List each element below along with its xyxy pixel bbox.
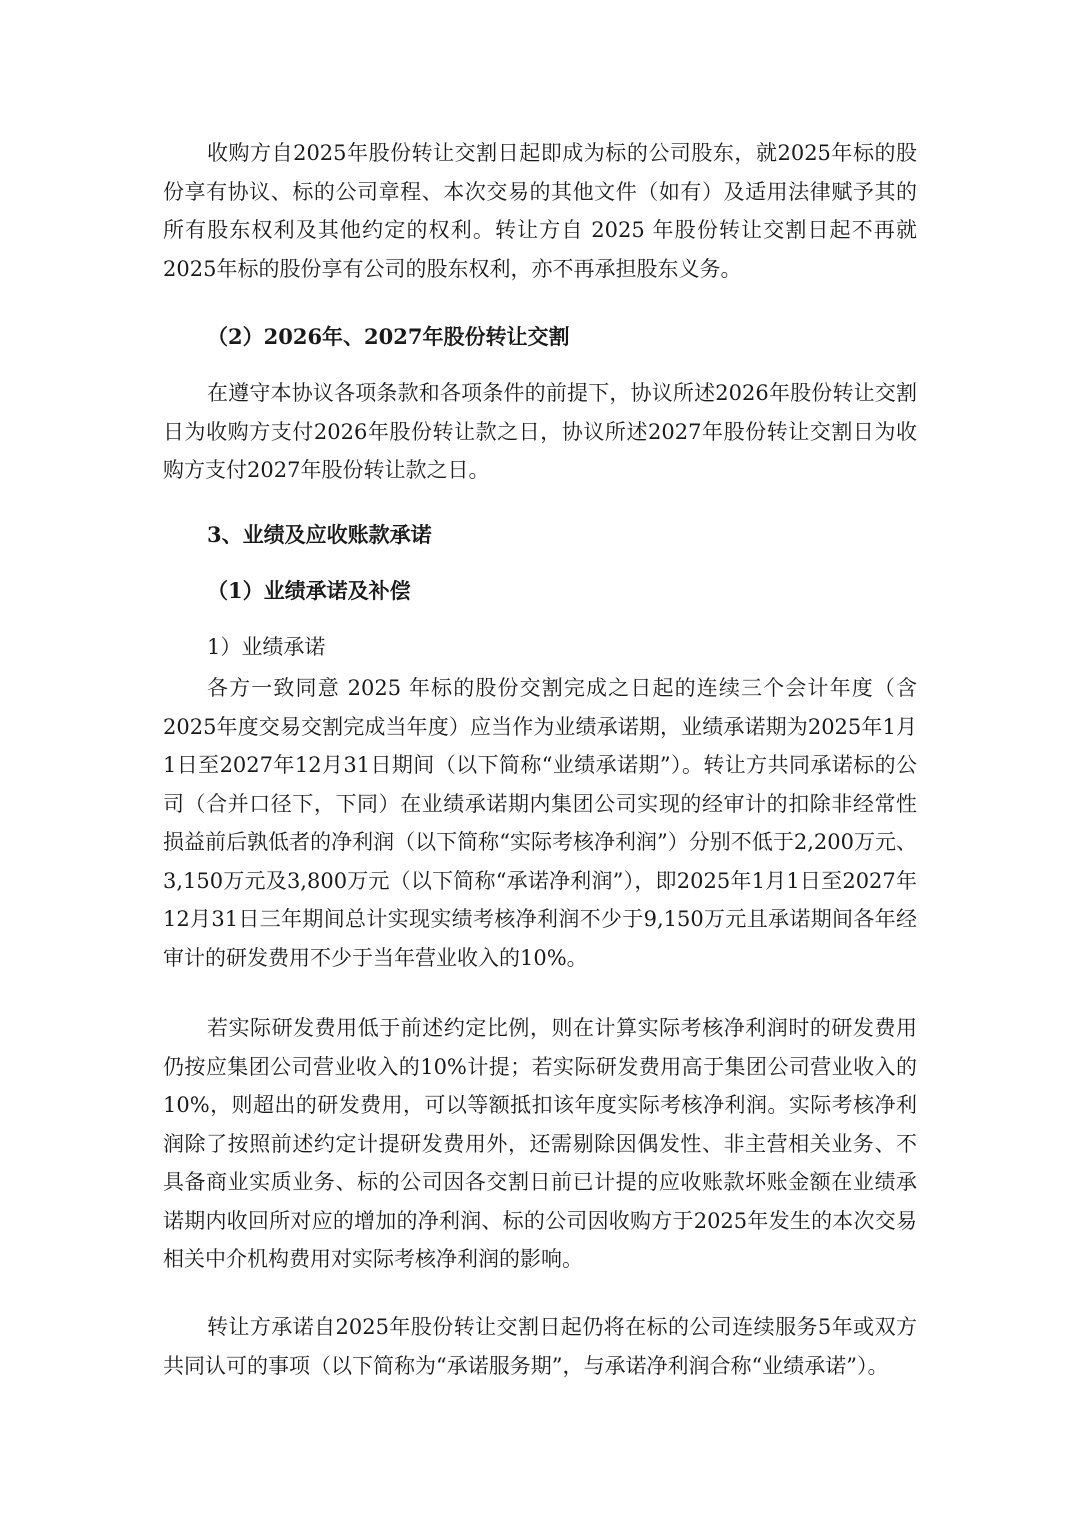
paragraph-4: 若实际研发费用低于前述约定比例，则在计算实际考核净利润时的研发费用仍按应集团公司营业收入的10%计提；若实际研发费用高于集团公司营业收入的10%，则超出的研发费用，可以等额抵扣该年度实际考核净利润。实际考核净利润除了按照前述约定计提研发费用外，还需剔除因偶发性、非主营相关业务、不具备商业实质业务、标的公司因各交割日前已计提的应收账款坏账金额在业绩承诺期内收回所对应的增加的净利润、标的公司因收购方于2025年发生的本次交易相关中介机构费用对实际考核净利润的影响。 — [163, 1016, 917, 1271]
section-heading-3: 3、业绩及应收账款承诺 — [207, 522, 432, 547]
paragraph-1: 收购方自2025年股份转让交割日起即成为标的公司股东，就2025年标的股份享有协议、标的公司章程、本次交易的其他文件（如有）及适用法律赋予其的所有股东权利及其他约定的权利。转让方自 2025 年股份转让交割日起不再就2025年标的股份享有公司的股东权利，亦不再承担股东义务。 — [163, 141, 917, 281]
section-heading-2026-2027: （2）2026年、2027年股份转让交割 — [207, 324, 570, 349]
paragraph-3: 各方一致同意 2025 年标的股份交割完成之日起的连续三个会计年度（含2025年度交易交割完成当年度）应当作为业绩承诺期，业绩承诺期为2025年1月1日至2027年12月31日期间（以下简称“业绩承诺期”）。转让方共同承诺标的公司（合并口径下，下同）在业绩承诺期内集团公司实现的经审计的扣除非经常性损益前后孰低者的净利润（以下简称“实际考核净利润”）分别不低于2,200万元、3,150万元及3,800万元（以下简称“承诺净利润”），即2025年1月1日至2027年12月31日三年期间总计实现实绩考核净利润不少于9,150万元且承诺期间各年经审计的研发费用不少于当年营业收入的10%。 — [163, 676, 917, 970]
paragraph-2: 在遵守本协议各项条款和各项条件的前提下，协议所述2026年股份转让交割日为收购方支付2026年股份转让款之日，协议所述2027年股份转让交割日为收购方支付2027年股份转让款之日。 — [163, 381, 917, 482]
paragraph-5: 转让方承诺自2025年股份转让交割日起仍将在标的公司连续服务5年或双方共同认可的事项（以下简称为“承诺服务期”，与承诺净利润合称“业绩承诺”）。 — [163, 1315, 917, 1378]
section-heading-3-1: （1）业绩承诺及补偿 — [207, 578, 411, 603]
sub-heading-performance-commitment: 1）业绩承诺 — [207, 635, 326, 659]
